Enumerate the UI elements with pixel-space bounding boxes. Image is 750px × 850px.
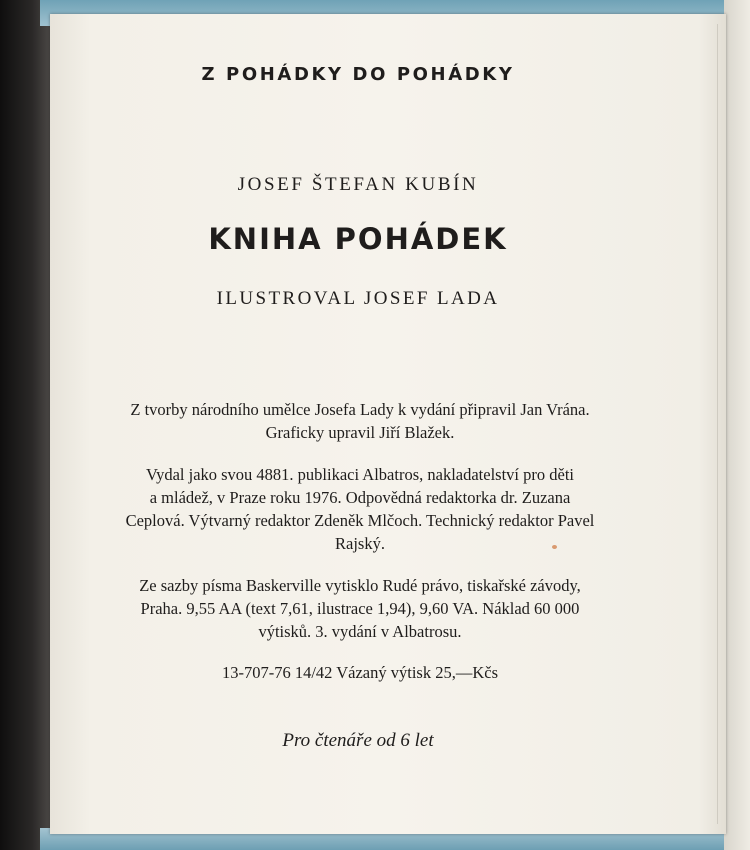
- printer-paragraph: [90, 574, 630, 643]
- series-title: Z POHÁDKY DO POHÁDKY: [201, 64, 515, 85]
- publisher-paragraph: [90, 463, 630, 555]
- publisher-line: Rajský.: [335, 534, 385, 553]
- credits-paragraph: [90, 398, 630, 444]
- catalog-line: 13-707-76 14/42 Vázaný výtisk 25,—Kčs: [221, 663, 499, 682]
- cover-edge: [724, 0, 750, 850]
- illustrator-credit: ILUSTROVAL JOSEF LADA: [216, 288, 500, 309]
- printer-line: výtisků. 3. vydání v Albatrosu.: [258, 622, 462, 641]
- printer-line: Ze sazby písma Baskerville vytisklo Rudé právo, tiskařské závody,: [139, 576, 581, 595]
- publisher-line: Vydal jako svou 4881. publikaci Albatros, nakladatelství pro děti: [145, 465, 574, 484]
- author-name: JOSEF ŠTEFAN KUBÍN: [237, 174, 479, 195]
- publisher-line: Ceplová. Výtvarný redaktor Zdeněk Mlčoch. Technický redaktor Pavel: [125, 511, 595, 530]
- printer-line: Praha. 9,55 AA (text 7,61, ilustrace 1,94), 9,60 VA. Náklad 60 000: [140, 599, 580, 618]
- publisher-line: a mládež, v Praze roku 1976. Odpovědná redaktorka dr. Zuzana: [149, 488, 571, 507]
- book-title: KNIHA POHÁDEK: [208, 222, 508, 256]
- credits-line: Graficky upravil Jiří Blažek.: [265, 423, 455, 442]
- page-edge-line: [717, 24, 718, 824]
- reader-age-note: Pro čtenáře od 6 let: [282, 730, 434, 751]
- credits-line: Z tvorby národního umělce Josefa Lady k vydání připravil Jan Vrána.: [130, 400, 590, 419]
